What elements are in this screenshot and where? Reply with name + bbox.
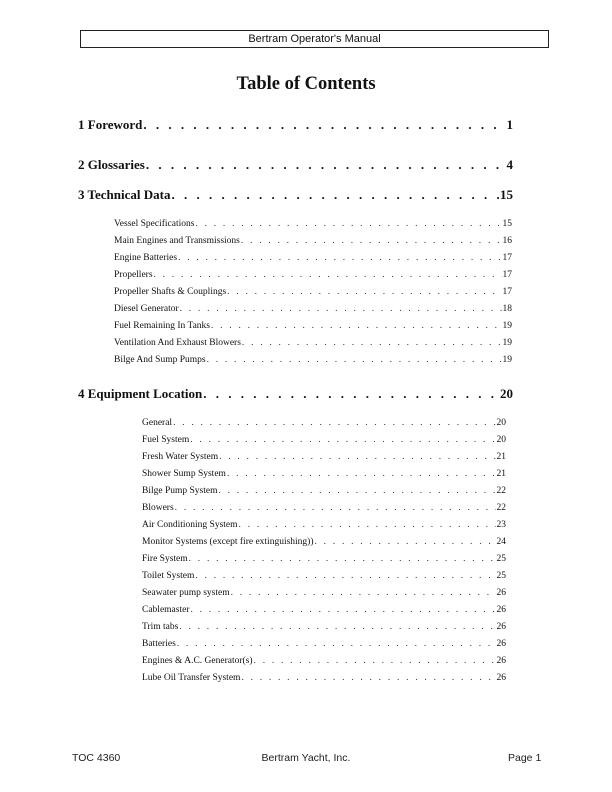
toc-label: Blowers: [142, 503, 174, 513]
toc-label: Shower Sump System: [142, 469, 226, 479]
toc-page-number: 23: [496, 520, 506, 530]
toc-page-number: 25: [496, 571, 506, 581]
toc-label: Engine Batteries: [114, 253, 178, 263]
toc-entry[interactable]: [142, 435, 506, 445]
toc-section-foreword[interactable]: [78, 117, 513, 133]
running-header: [80, 30, 549, 48]
toc-entry[interactable]: [142, 554, 506, 564]
toc-entry[interactable]: [114, 321, 512, 331]
toc-page-number: 18: [502, 304, 512, 314]
toc-page-number: 24: [496, 537, 506, 547]
toc-page-number: 20: [500, 386, 513, 401]
dot-leader: [227, 469, 496, 479]
toc-entry[interactable]: [142, 622, 506, 632]
dot-leader: [231, 588, 496, 598]
footer-company: Bertram Yacht, Inc.: [261, 752, 351, 764]
page-title: Table of Contents: [236, 74, 376, 94]
toc-label: Fire System: [142, 554, 188, 564]
dot-leader: [146, 157, 506, 173]
toc-page-number: 15: [500, 187, 513, 202]
toc-entry[interactable]: [142, 605, 506, 615]
toc-page-number: 25: [496, 554, 506, 564]
dot-leader: [227, 287, 501, 297]
toc-entry[interactable]: [142, 656, 506, 666]
toc-label: 3 Technical Data: [78, 187, 171, 202]
toc-label: 4 Equipment Location: [78, 386, 203, 401]
toc-label: Lube Oil Transfer System: [142, 673, 241, 683]
toc-page-number: 17: [502, 287, 512, 297]
toc-label: Trim tabs: [142, 622, 179, 632]
toc-entry[interactable]: [114, 219, 512, 229]
toc-label: Seawater pump system: [142, 588, 230, 598]
toc-entry[interactable]: [142, 469, 506, 479]
toc-entry[interactable]: [142, 418, 506, 428]
toc-page-number: 26: [496, 622, 506, 632]
toc-page-number: 21: [496, 469, 506, 479]
dot-leader: [171, 187, 499, 203]
dot-leader: [179, 622, 495, 632]
toc-label: Fuel Remaining In Tanks: [114, 321, 210, 331]
toc-page-number: 20: [496, 418, 506, 428]
dot-leader: [315, 537, 496, 547]
header-title: Bertram Operator's Manual: [248, 33, 381, 45]
dot-leader: [242, 338, 502, 348]
toc-entry[interactable]: [114, 304, 512, 314]
toc-label: 1 Foreword: [78, 117, 143, 132]
dot-leader: [241, 673, 495, 683]
dot-leader: [154, 270, 502, 280]
toc-label: Fresh Water System: [142, 452, 219, 462]
toc-page-number: 1: [506, 117, 513, 132]
toc-entry[interactable]: [142, 673, 506, 683]
toc-page-number: 15: [502, 219, 512, 229]
dot-leader: [239, 520, 496, 530]
toc-label: Air Conditioning System: [142, 520, 238, 530]
toc-entry[interactable]: [142, 639, 506, 649]
dot-leader: [254, 656, 496, 666]
dot-leader: [190, 435, 495, 445]
dot-leader: [190, 605, 495, 615]
toc-page-number: 26: [496, 639, 506, 649]
dot-leader: [177, 639, 496, 649]
toc-entry[interactable]: [142, 588, 506, 598]
toc-page-number: 16: [502, 236, 512, 246]
dot-leader: [219, 452, 495, 462]
dot-leader: [241, 236, 502, 246]
toc-label: General: [142, 418, 173, 428]
dot-leader: [195, 571, 495, 581]
dot-leader: [175, 503, 496, 513]
toc-entry[interactable]: [114, 338, 512, 348]
toc-section-equipment-location[interactable]: [78, 386, 513, 402]
toc-label: Toilet System: [142, 571, 195, 581]
toc-label: Propeller Shafts & Couplings: [114, 287, 227, 297]
dot-leader: [218, 486, 495, 496]
toc-entry[interactable]: [142, 520, 506, 530]
toc-label: Diesel Generator: [114, 304, 179, 314]
dot-leader: [178, 253, 501, 263]
toc-entry[interactable]: [114, 270, 512, 280]
toc-label: Vessel Specifications: [114, 219, 195, 229]
footer-doc-code: TOC 4360: [72, 752, 121, 764]
toc-page-number: 26: [496, 673, 506, 683]
toc-page-number: 26: [496, 588, 506, 598]
toc-page-number: 20: [496, 435, 506, 445]
toc-page-number: 26: [496, 605, 506, 615]
toc-entry[interactable]: [142, 452, 506, 462]
toc-entry[interactable]: [114, 355, 512, 365]
footer-page-label: Page 1: [508, 752, 542, 764]
toc-label: Engines & A.C. Generator(s): [142, 656, 253, 666]
toc-entry[interactable]: [142, 537, 506, 547]
dot-leader: [203, 386, 499, 402]
toc-entry[interactable]: [114, 236, 512, 246]
dot-leader: [211, 321, 502, 331]
dot-leader: [180, 304, 502, 314]
toc-label: Monitor Systems (except fire extinguishing)): [142, 537, 314, 547]
toc-page-number: 21: [496, 452, 506, 462]
dot-leader: [189, 554, 496, 564]
toc-label: Main Engines and Transmissions: [114, 236, 240, 246]
toc-section-technical-data[interactable]: [78, 187, 513, 203]
toc-label: Bilge And Sump Pumps: [114, 355, 206, 365]
dot-leader: [173, 418, 495, 428]
toc-page-number: 26: [496, 656, 506, 666]
toc-entry[interactable]: [114, 287, 512, 297]
toc-label: Batteries: [142, 639, 176, 649]
toc-entry[interactable]: [142, 503, 506, 513]
toc-section-glossaries[interactable]: [78, 157, 513, 173]
toc-entry[interactable]: [142, 571, 506, 581]
toc-entry[interactable]: [142, 486, 506, 496]
toc-label: Propellers: [114, 270, 153, 280]
toc-page-number: 17: [502, 253, 512, 263]
toc-page-number: 22: [496, 486, 506, 496]
toc-entry[interactable]: [114, 253, 512, 263]
toc-label: Cablemaster: [142, 605, 190, 615]
dot-leader: [195, 219, 501, 229]
dot-leader: [207, 355, 502, 365]
toc-page-number: 19: [502, 355, 512, 365]
toc-page-number: 4: [506, 157, 513, 172]
dot-leader: [143, 117, 505, 133]
toc-page-number: 22: [496, 503, 506, 513]
toc-label: 2 Glossaries: [78, 157, 145, 172]
toc-page-number: 17: [502, 270, 512, 280]
toc-label: Bilge Pump System: [142, 486, 218, 496]
toc-page-number: 19: [502, 321, 512, 331]
toc-page-number: 19: [502, 338, 512, 348]
toc-label: Fuel System: [142, 435, 190, 445]
toc-label: Ventilation And Exhaust Blowers: [114, 338, 241, 348]
